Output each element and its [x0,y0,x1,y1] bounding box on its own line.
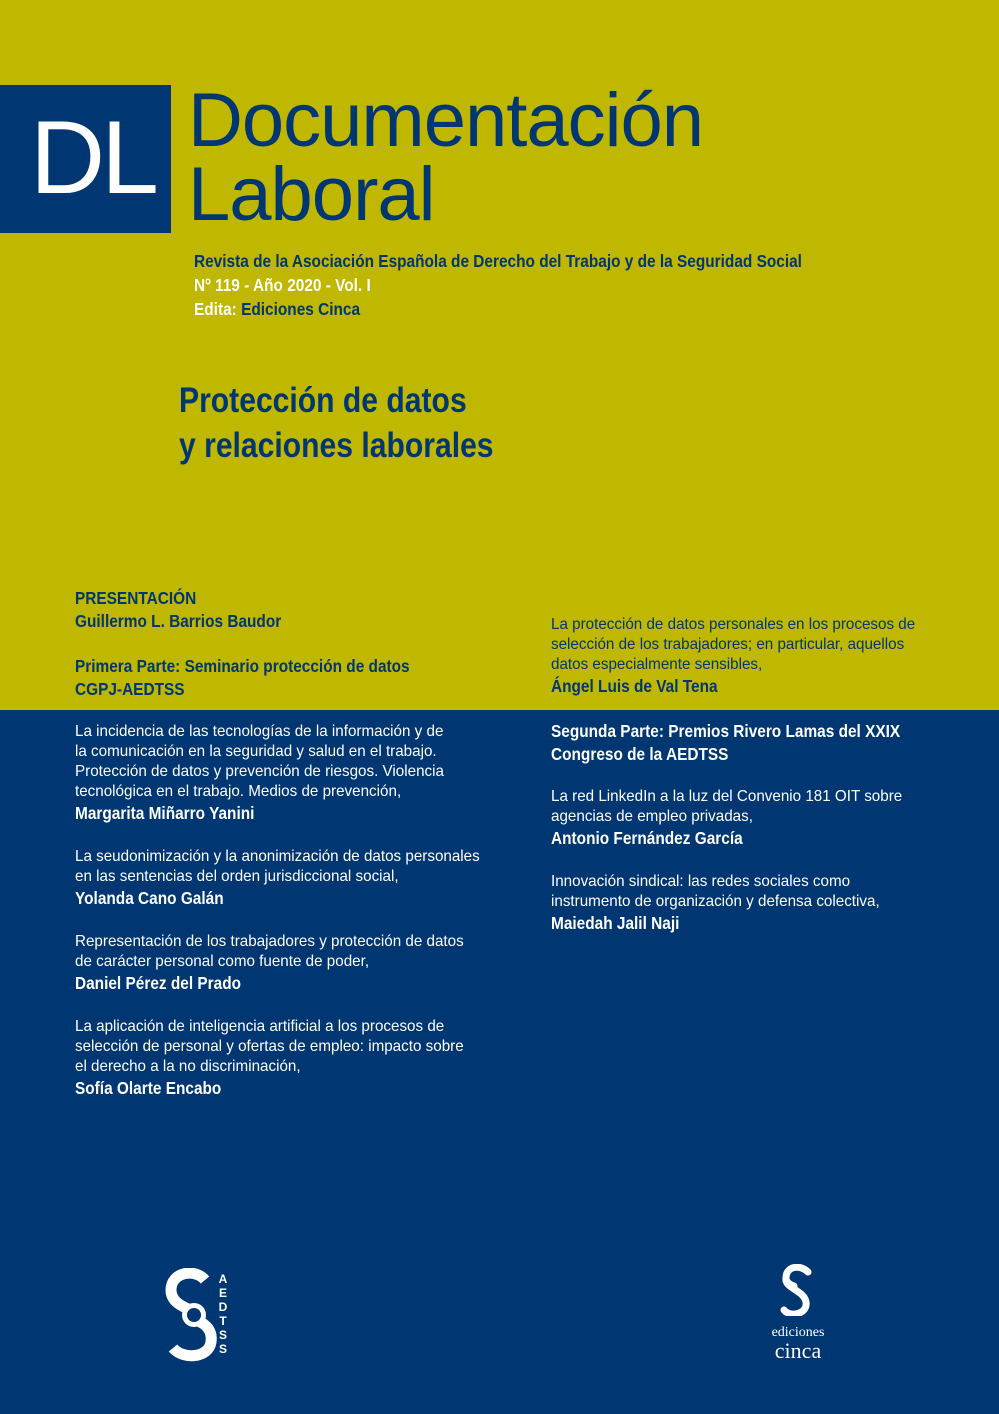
entry-title-line: Representación de los trabajadores y protección de datos [75,933,464,950]
entry-author: Antonio Fernández García [551,828,743,848]
part2-heading-line2: Congreso de la AEDTSS [551,743,729,764]
entry-title-line: La protección de datos personales en los procesos de [551,616,916,633]
entry-title-line: agencias de empleo privadas, [551,808,753,825]
toc-entry [551,615,999,697]
part2-heading [551,720,999,765]
entry-author: Ángel Luis de Val Tena [551,676,718,696]
cinca-logo-line2: cinca [774,1338,822,1363]
entry-title-line: La aplicación de inteligencia artificial a los procesos de [75,1018,445,1035]
part2-heading-line1: Segunda Parte: Premios Rivero Lamas del XXIX [551,721,901,741]
entry-author: Yolanda Cano Galán [75,888,224,908]
entry-title-line: de carácter personal como fuente de poder, [75,953,370,970]
entry-title-line: selección de personal y ofertas de empleo: impacto sobre [75,1038,464,1055]
publisher-line [194,297,802,321]
presentation-author: Guillermo L. Barrios Baudor [75,610,282,631]
entry-author: Sofía Olarte Encabo [75,1078,222,1098]
part1-heading-line1: Primera Parte: Seminario protección de datos [75,656,410,676]
toc-entry [75,722,545,824]
journal-name-line1: Documentación [188,78,704,163]
toc-entry [75,847,545,909]
issue-title-line1: Protección de datos [179,381,467,420]
issue-title [179,378,494,468]
publisher-label: Edita: [194,299,237,319]
journal-meta [194,249,802,321]
cinca-logo-icon [760,1264,840,1316]
toc-entry [551,872,999,934]
entry-title-line: selección de los trabajadores; en particular, aquellos [551,636,905,653]
presentation-section [75,587,545,632]
entry-author: Margarita Miñarro Yanini [75,803,255,823]
journal-subtitle: Revista de la Asociación Española de Derecho del Trabajo y de la Seguridad Social [194,251,802,271]
entry-author: Maiedah Jalil Naji [551,913,680,933]
journal-name-line2: Laboral [188,152,435,237]
presentation-heading: PRESENTACIÓN [75,588,197,608]
entry-title-line: La incidencia de las tecnologías de la información y de [75,723,444,740]
entry-title-line: datos especialmente sensibles, [551,656,763,673]
entry-title-line: La red LinkedIn a la luz del Convenio 181 OIT sobre [551,788,903,805]
toc-entry [75,932,545,994]
issue-number: Nº 119 - Año 2020 - Vol. I [194,275,371,295]
entry-title-line: en las sentencias del orden jurisdiccional social, [75,868,399,885]
entry-title-line: instrumento de organización y defensa colectiva, [551,893,880,910]
aedtss-logo [165,1268,235,1363]
toc-entry [75,1017,545,1099]
cinca-logo-line1: ediciones [771,1325,825,1340]
aedtss-letters: AEDTSS [218,1272,228,1356]
dl-logo-letters: DL [30,100,155,216]
part1-heading [75,655,545,700]
entry-title-line: tecnológica en el trabajo. Medios de prevención, [75,783,402,800]
entry-title-line: La seudonimización y la anonimización de datos personales [75,848,480,865]
entry-title-line: Innovación sindical: las redes sociales como [551,873,851,890]
issue-title-line2: y relaciones laborales [179,426,494,465]
entry-author: Daniel Pérez del Prado [75,973,242,993]
entry-title-line: el derecho a la no discriminación, [75,1058,301,1075]
toc-entry [551,787,999,849]
entry-title-line: la comunicación en la seguridad y salud en el trabajo. [75,743,437,760]
entry-title-line: Protección de datos y prevención de riesgos. Violencia [75,763,444,780]
dl-logo-box [0,85,171,233]
journal-name [188,78,704,237]
part1-heading-line2: CGPJ-AEDTSS [75,678,185,699]
cinca-logo [760,1264,840,1364]
publisher-name: Ediciones Cinca [241,299,361,319]
